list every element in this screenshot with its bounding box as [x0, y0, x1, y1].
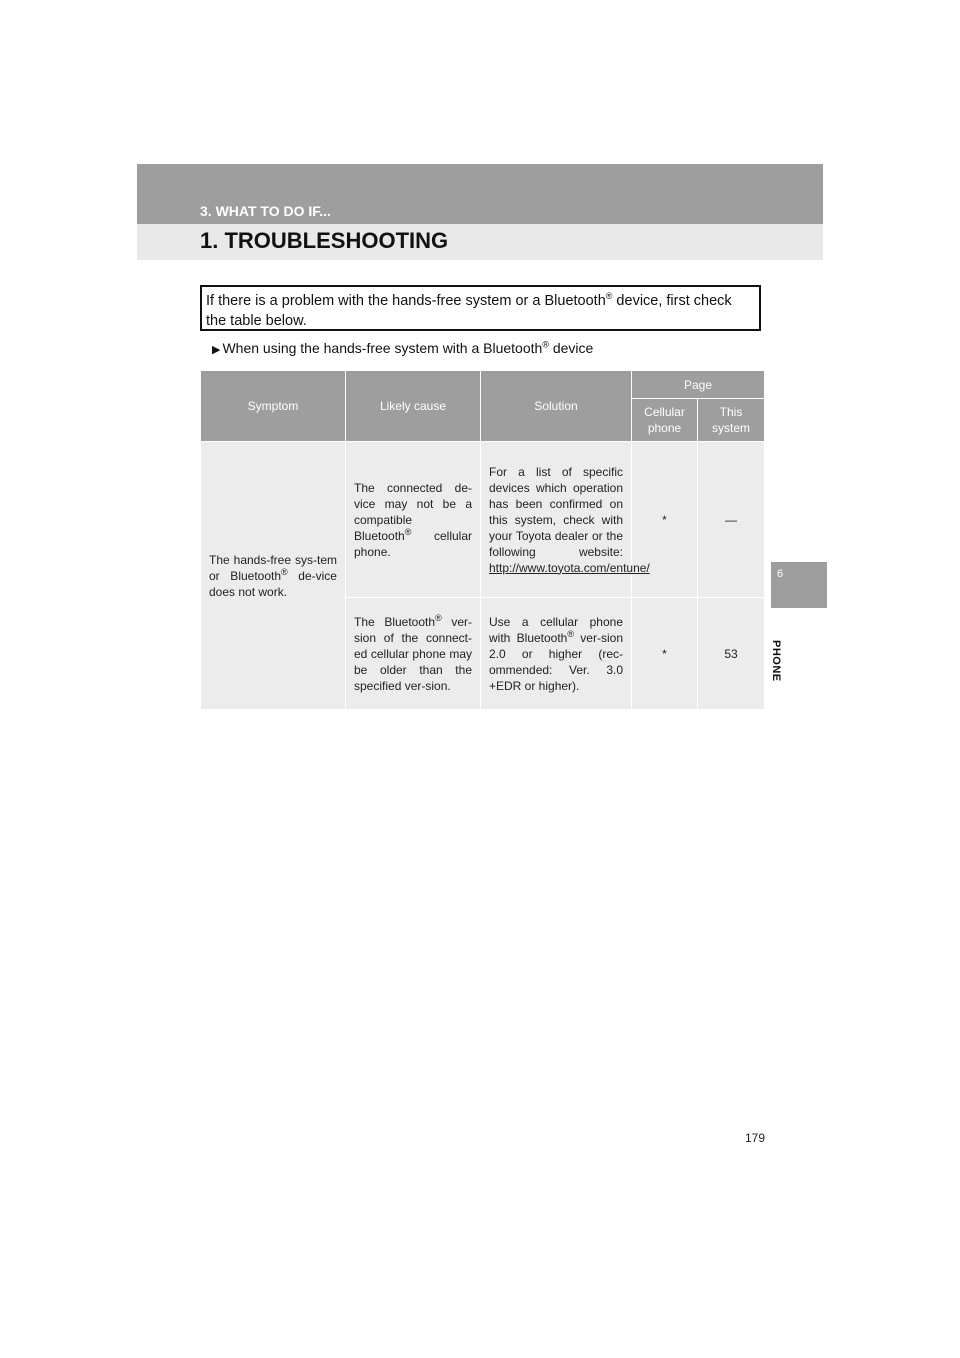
header-symptom: Symptom — [201, 371, 346, 442]
subtitle-text-after: device — [548, 340, 594, 356]
header-page: Page — [632, 371, 765, 399]
registered-mark: ® — [542, 339, 549, 350]
page-number: 179 — [745, 1131, 766, 1145]
registered-mark: ® — [404, 526, 412, 537]
section-title: 1. TROUBLESHOOTING — [200, 228, 449, 253]
intro-text-after: device, first check the table below. — [206, 293, 732, 329]
this-system-page-cell: 53 — [698, 598, 765, 710]
cellular-phone-page-cell: * — [632, 442, 698, 598]
header-cellular-phone: Cellular phone — [632, 399, 698, 442]
subtitle-text-before: When using the hands-free system with a Bluetooth — [222, 340, 543, 356]
likely-cause-cell: The connected de-vice may not be a compatible Bluetooth® cellular phone. — [346, 442, 481, 598]
this-system-page-cell: — — [698, 442, 765, 598]
header-solution: Solution — [481, 371, 632, 442]
intro-text-before: If there is a problem with the hands-free system or a Bluetooth — [206, 293, 606, 309]
header-likely-cause: Likely cause — [346, 371, 481, 442]
cellular-phone-page-cell: * — [632, 598, 698, 710]
troubleshooting-table — [200, 370, 765, 710]
chapter-title: 3. WHAT TO DO IF... — [200, 203, 331, 219]
table-subtitle — [212, 340, 593, 356]
triangle-bullet-icon: ▶ — [212, 344, 221, 356]
toyota-website-link[interactable]: http://www.toyota.com/entune/ — [489, 560, 650, 575]
chapter-number: 6 — [777, 568, 784, 580]
registered-mark: ® — [435, 612, 442, 623]
table-row — [201, 442, 765, 598]
header-this-system: This system — [698, 399, 765, 442]
likely-cause-cell: The Bluetooth® ver-sion of the connect-ed cellular phone may be older than the specified ver-sion. — [346, 598, 481, 710]
registered-mark: ® — [605, 291, 613, 302]
registered-mark: ® — [567, 628, 574, 639]
symptom-cell: The hands-free sys-tem or Bluetooth® de-vice does not work. — [201, 442, 346, 710]
registered-mark: ® — [281, 566, 288, 577]
intro-box — [200, 285, 761, 331]
solution-cell: For a list of specific devices which operation has been confirmed on this system, check with your Toyota dealer or the following website: http://www.toyota.com/entune/ — [481, 442, 632, 598]
chapter-label: PHONE — [770, 640, 782, 682]
solution-cell: Use a cellular phone with Bluetooth® ver-sion 2.0 or higher (rec-ommended: Ver. 3.0 +EDR or higher). — [481, 598, 632, 710]
